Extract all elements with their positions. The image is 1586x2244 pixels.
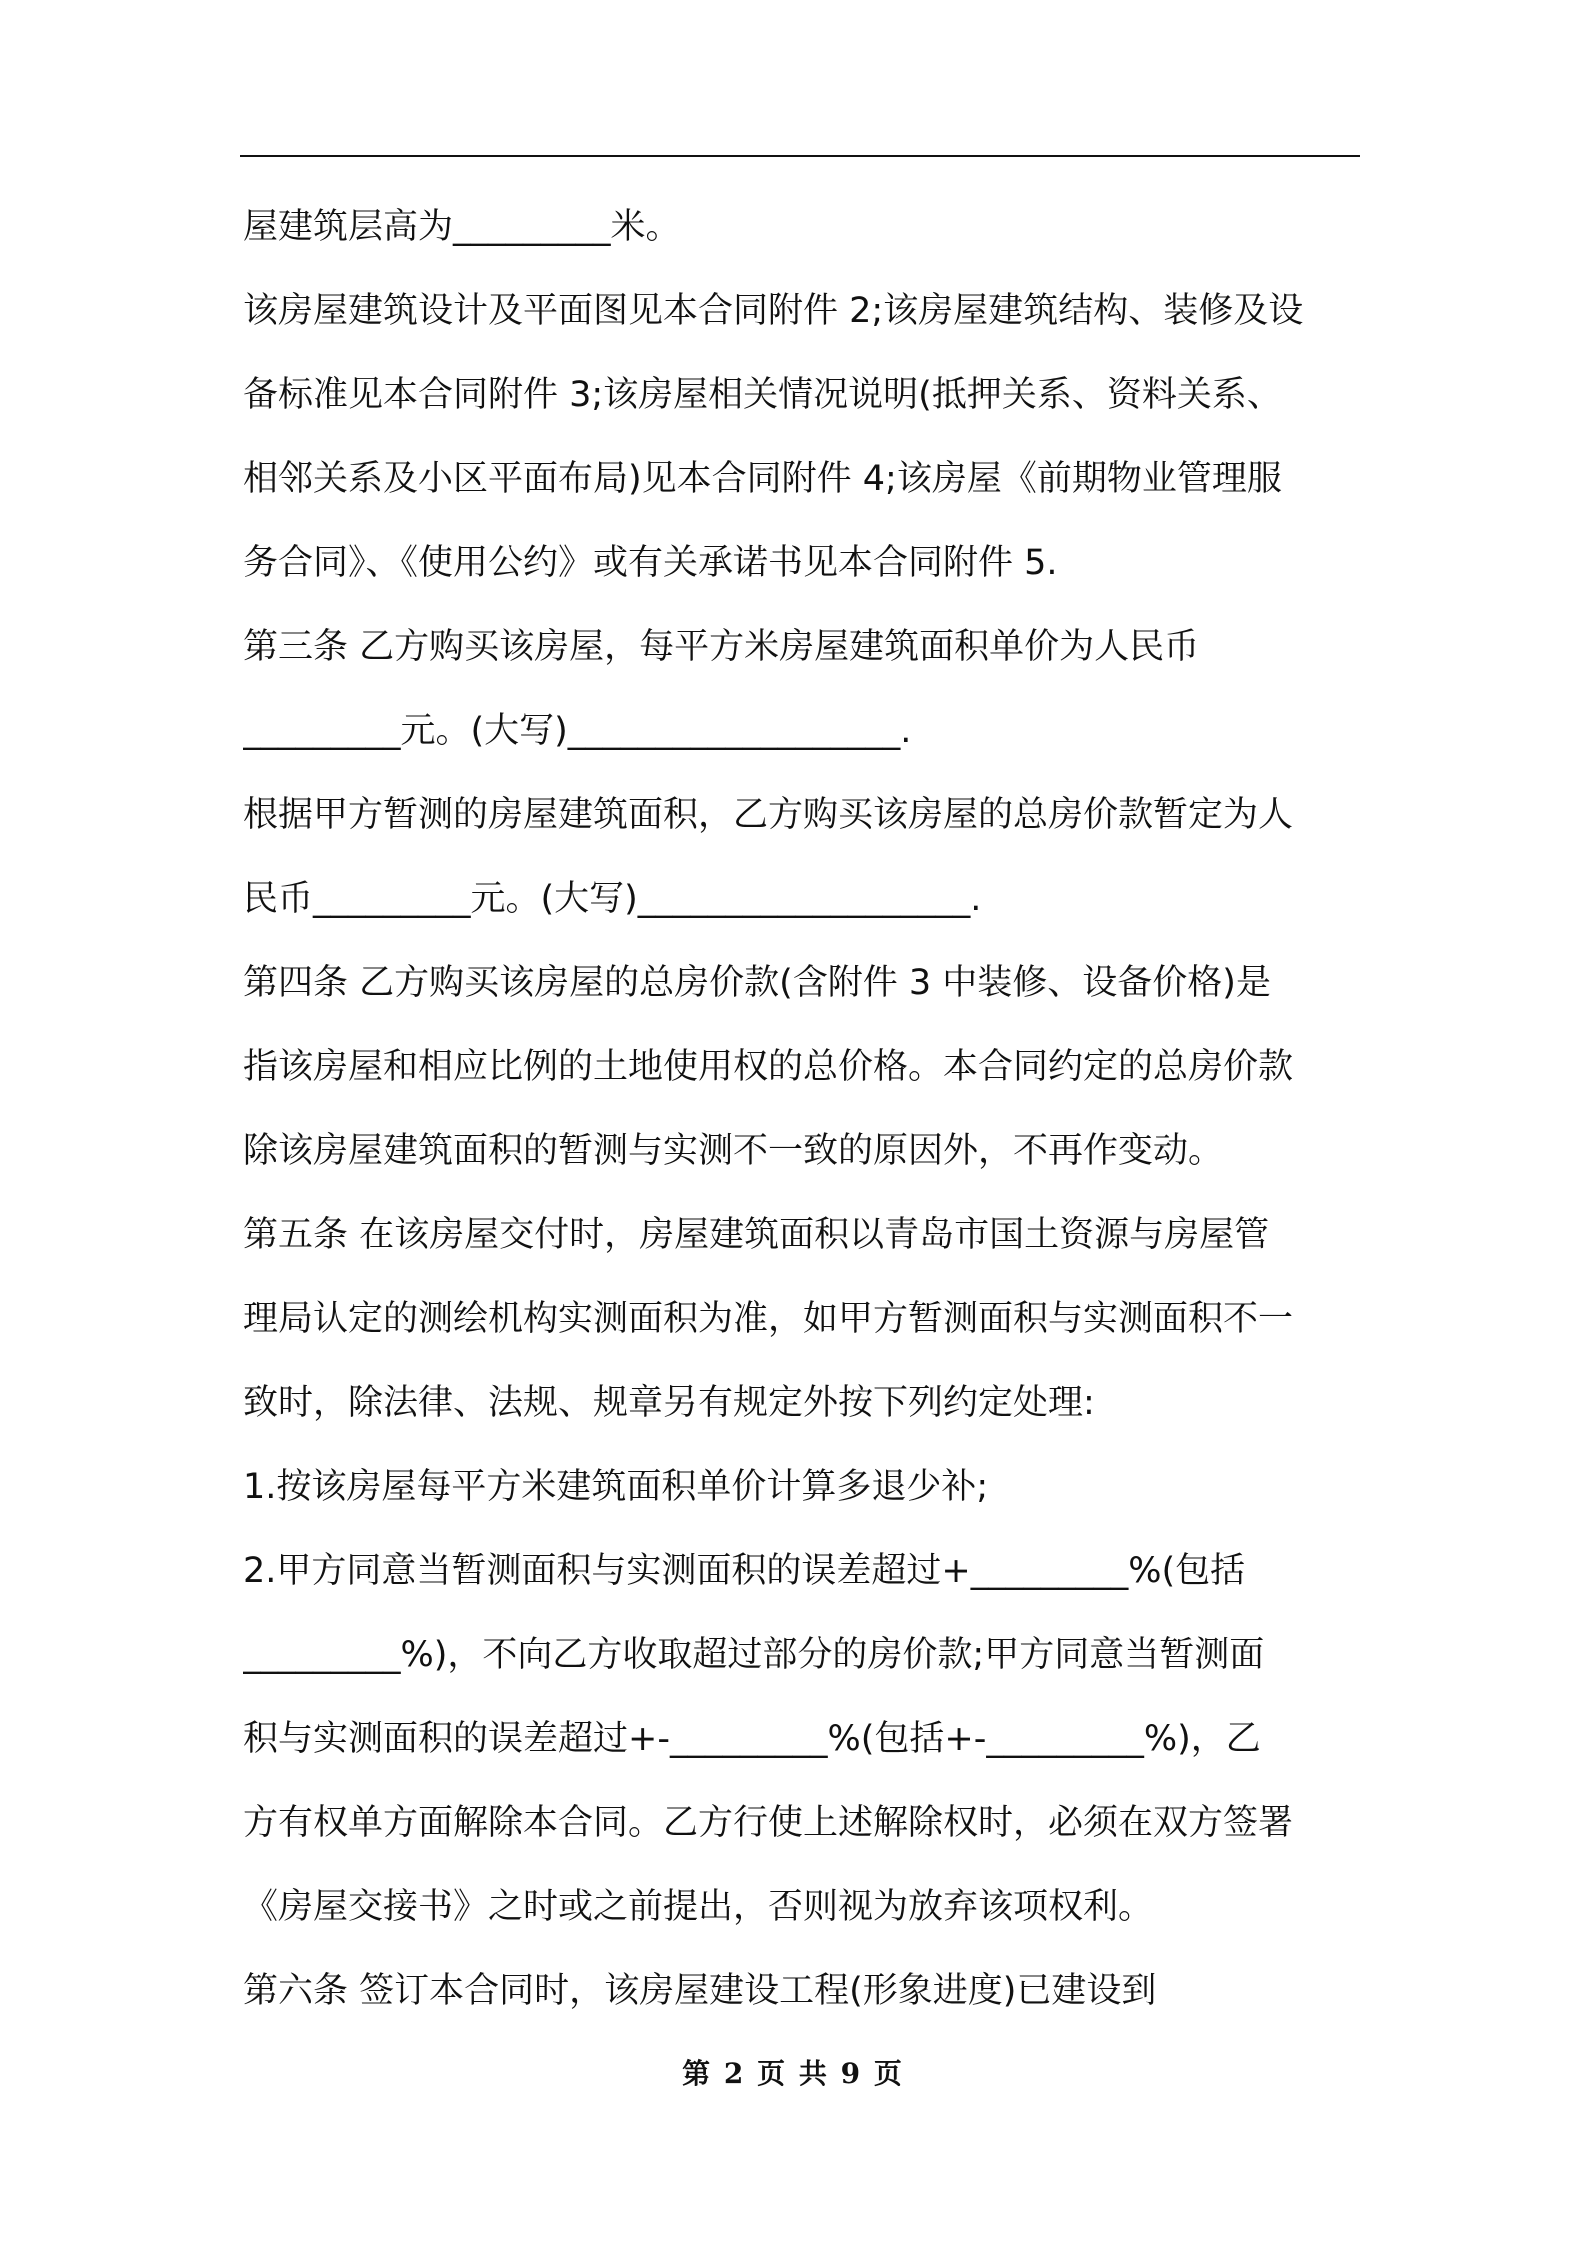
text-line: 务合同》、《使用公约》或有关承诺书见本合同附件 5. [243,543,1058,583]
text-line: 备标准见本合同附件 3;该房屋相关情况说明(抵押关系、资料关系、 [243,375,1282,415]
text-line: 民币_________元。(大写)___________________. [243,879,982,919]
article-3-line: 第三条 乙方购买该房屋，每平方米房屋建筑面积单价为人民币 [243,627,1200,667]
text-line: 根据甲方暂测的房屋建筑面积，乙方购买该房屋的总房价款暂定为人 [243,795,1294,835]
article-6-line: 第六条 签订本合同时，该房屋建设工程(形象进度)已建设到 [243,1971,1157,2011]
header-rule [240,155,1360,157]
article-4-line: 第四条 乙方购买该房屋的总房价款(含附件 3 中装修、设备价格)是 [243,963,1271,1003]
text-line: 相邻关系及小区平面布局)见本合同附件 4;该房屋《前期物业管理服 [243,459,1282,499]
text-line: 除该房屋建筑面积的暂测与实测不一致的原因外，不再作变动。 [243,1131,1224,1171]
text-line: 理局认定的测绘机构实测面积为准，如甲方暂测面积与实测面积不一 [243,1299,1294,1339]
text-line: _________元。(大写)___________________. [243,711,912,751]
text-line: 积与实测面积的误差超过+-_________%(包括+-_________%)，乙 [243,1719,1261,1759]
text-line: 指该房屋和相应比例的土地使用权的总价格。本合同约定的总房价款 [243,1047,1294,1087]
text-line: _________%)，不向乙方收取超过部分的房价款;甲方同意当暂测面 [243,1635,1265,1675]
text-line: 该房屋建筑设计及平面图见本合同附件 2;该房屋建筑结构、装修及设 [243,291,1304,331]
text-line: 屋建筑层高为_________米。 [243,207,681,247]
text-line: 《房屋交接书》之时或之前提出，否则视为放弃该项权利。 [243,1887,1154,1927]
list-item-1: 1.按该房屋每平方米建筑面积单价计算多退少补; [243,1467,989,1507]
list-item-2: 2.甲方同意当暂测面积与实测面积的误差超过+_________%(包括 [243,1551,1246,1591]
page-indicator: 第 2 页 共 9 页 [682,2057,904,2090]
text-line: 致时，除法律、法规、规章另有规定外按下列约定处理: [243,1383,1095,1423]
article-5-line: 第五条 在该房屋交付时，房屋建筑面积以青岛市国土资源与房屋管 [243,1215,1270,1255]
text-line: 方有权单方面解除本合同。乙方行使上述解除权时，必须在双方签署 [243,1803,1294,1843]
document-body [243,185,1363,2033]
